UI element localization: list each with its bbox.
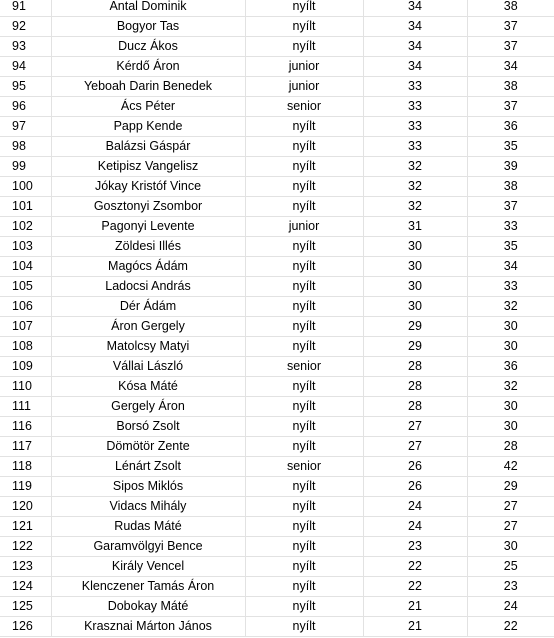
name-cell[interactable]: Ladocsi András [51,277,245,297]
name-cell[interactable]: Antal Dominik [51,0,245,17]
rank-cell[interactable]: 94 [0,57,51,77]
table-row [0,597,554,617]
score1-cell[interactable]: 28 [363,397,467,417]
name-cell[interactable]: Garamvölgyi Bence [51,537,245,557]
table-row [0,257,554,277]
category-cell[interactable]: nyílt [245,417,363,437]
rank-cell[interactable]: 107 [0,317,51,337]
table-row [0,377,554,397]
name-cell[interactable]: Krasznai Márton János [51,617,245,637]
score2-cell[interactable]: 38 [467,177,554,197]
score1-cell[interactable]: 27 [363,417,467,437]
rank-cell[interactable]: 117 [0,437,51,457]
category-cell[interactable]: senior [245,97,363,117]
score2-cell[interactable]: 38 [467,77,554,97]
score2-cell[interactable]: 29 [467,477,554,497]
table-row [0,497,554,517]
category-cell[interactable]: nyílt [245,377,363,397]
table-row [0,357,554,377]
score1-cell[interactable]: 34 [363,57,467,77]
rank-cell[interactable]: 95 [0,77,51,97]
name-cell[interactable]: Rudas Máté [51,517,245,537]
category-cell[interactable]: nyílt [245,297,363,317]
table-row [0,397,554,417]
rank-cell[interactable]: 119 [0,477,51,497]
name-cell[interactable]: Pagonyi Levente [51,217,245,237]
score2-cell[interactable]: 37 [467,97,554,117]
score1-cell[interactable]: 21 [363,597,467,617]
name-cell[interactable]: Ács Péter [51,97,245,117]
rank-cell[interactable]: 101 [0,197,51,217]
score2-cell[interactable]: 28 [467,437,554,457]
score1-cell[interactable]: 34 [363,17,467,37]
name-cell[interactable]: Yeboah Darin Benedek [51,77,245,97]
category-cell[interactable]: nyílt [245,17,363,37]
score2-cell[interactable]: 27 [467,517,554,537]
score1-cell[interactable]: 30 [363,237,467,257]
score2-cell[interactable]: 36 [467,117,554,137]
category-cell[interactable]: senior [245,357,363,377]
category-cell[interactable]: nyílt [245,597,363,617]
score1-cell[interactable]: 22 [363,557,467,577]
table-row [0,0,554,17]
score2-cell[interactable]: 38 [467,0,554,17]
category-cell[interactable]: nyílt [245,577,363,597]
score2-cell[interactable]: 35 [467,237,554,257]
table-row [0,137,554,157]
table-row [0,177,554,197]
score2-cell[interactable]: 37 [467,197,554,217]
table-row [0,317,554,337]
table-row [0,417,554,437]
table-row [0,57,554,77]
score1-cell[interactable]: 28 [363,377,467,397]
name-cell[interactable]: Sipos Miklós [51,477,245,497]
score2-cell[interactable]: 37 [467,37,554,57]
name-cell[interactable]: Kósa Máté [51,377,245,397]
score2-cell[interactable]: 30 [467,337,554,357]
rank-cell[interactable]: 116 [0,417,51,437]
score2-cell[interactable]: 35 [467,137,554,157]
category-cell[interactable]: nyílt [245,537,363,557]
category-cell[interactable]: nyílt [245,617,363,637]
score1-cell[interactable]: 23 [363,537,467,557]
table-row [0,337,554,357]
score2-cell[interactable]: 30 [467,417,554,437]
table-row [0,457,554,477]
score1-cell[interactable]: 30 [363,297,467,317]
name-cell[interactable]: Király Vencel [51,557,245,577]
score2-cell[interactable]: 22 [467,617,554,637]
score2-cell[interactable]: 24 [467,597,554,617]
category-cell[interactable]: junior [245,57,363,77]
name-cell[interactable]: Matolcsy Matyi [51,337,245,357]
name-cell[interactable]: Ducz Ákos [51,37,245,57]
rank-cell[interactable]: 99 [0,157,51,177]
rank-cell[interactable]: 96 [0,97,51,117]
table-row [0,517,554,537]
rank-cell[interactable]: 93 [0,37,51,57]
score2-cell[interactable]: 23 [467,577,554,597]
rank-cell[interactable]: 124 [0,577,51,597]
name-cell[interactable]: Gergely Áron [51,397,245,417]
score1-cell[interactable]: 32 [363,157,467,177]
rank-cell[interactable]: 126 [0,617,51,637]
name-cell[interactable]: Klenczener Tamás Áron [51,577,245,597]
rank-cell[interactable]: 111 [0,397,51,417]
name-cell[interactable]: Lénárt Zsolt [51,457,245,477]
category-cell[interactable]: nyílt [245,517,363,537]
category-cell[interactable]: nyílt [245,317,363,337]
name-cell[interactable]: Kérdő Áron [51,57,245,77]
name-cell[interactable]: Vállai László [51,357,245,377]
table-row [0,17,554,37]
rank-cell[interactable]: 109 [0,357,51,377]
category-cell[interactable]: nyílt [245,497,363,517]
table-row [0,197,554,217]
table-row [0,557,554,577]
score1-cell[interactable]: 30 [363,257,467,277]
score2-cell[interactable]: 30 [467,537,554,557]
score1-cell[interactable]: 33 [363,77,467,97]
name-cell[interactable]: Magócs Ádám [51,257,245,277]
name-cell[interactable]: Vidacs Mihály [51,497,245,517]
category-cell[interactable]: nyílt [245,237,363,257]
score2-cell[interactable]: 37 [467,17,554,37]
name-cell[interactable]: Zöldesi Illés [51,237,245,257]
score1-cell[interactable]: 33 [363,97,467,117]
score1-cell[interactable]: 27 [363,437,467,457]
name-cell[interactable]: Ketipisz Vangelisz [51,157,245,177]
category-cell[interactable]: nyílt [245,117,363,137]
table-row [0,37,554,57]
category-cell[interactable]: nyílt [245,0,363,17]
score1-cell[interactable]: 34 [363,0,467,17]
rank-cell[interactable]: 103 [0,237,51,257]
table-row [0,577,554,597]
rank-cell[interactable]: 118 [0,457,51,477]
score1-cell[interactable]: 33 [363,137,467,157]
score2-cell[interactable]: 33 [467,277,554,297]
score2-cell[interactable]: 34 [467,57,554,77]
score1-cell[interactable]: 34 [363,37,467,57]
score2-cell[interactable]: 33 [467,217,554,237]
score2-cell[interactable]: 30 [467,317,554,337]
rank-cell[interactable]: 97 [0,117,51,137]
score1-cell[interactable]: 32 [363,197,467,217]
table-row [0,477,554,497]
rank-cell[interactable]: 106 [0,297,51,317]
category-cell[interactable]: nyílt [245,177,363,197]
rank-cell[interactable]: 98 [0,137,51,157]
table-row [0,77,554,97]
score1-cell[interactable]: 29 [363,317,467,337]
score2-cell[interactable]: 25 [467,557,554,577]
score1-cell[interactable]: 26 [363,457,467,477]
name-cell[interactable]: Borsó Zsolt [51,417,245,437]
name-cell[interactable]: Dömötör Zente [51,437,245,457]
category-cell[interactable]: nyílt [245,277,363,297]
score1-cell[interactable]: 22 [363,577,467,597]
rank-cell[interactable]: 104 [0,257,51,277]
score2-cell[interactable]: 30 [467,397,554,417]
rank-cell[interactable]: 91 [0,0,51,17]
rank-cell[interactable]: 125 [0,597,51,617]
score1-cell[interactable]: 26 [363,477,467,497]
score1-cell[interactable]: 21 [363,617,467,637]
name-cell[interactable]: Jókay Kristóf Vince [51,177,245,197]
rank-cell[interactable]: 102 [0,217,51,237]
score2-cell[interactable]: 32 [467,377,554,397]
table-row [0,277,554,297]
table-row [0,437,554,457]
table-row [0,537,554,557]
score2-cell[interactable]: 32 [467,297,554,317]
table-row [0,297,554,317]
score1-cell[interactable]: 33 [363,117,467,137]
score1-cell[interactable]: 28 [363,357,467,377]
category-cell[interactable]: nyílt [245,437,363,457]
name-cell[interactable]: Balázsi Gáspár [51,137,245,157]
rank-cell[interactable]: 108 [0,337,51,357]
category-cell[interactable]: junior [245,77,363,97]
score1-cell[interactable]: 30 [363,277,467,297]
category-cell[interactable]: senior [245,457,363,477]
category-cell[interactable]: nyílt [245,397,363,417]
table-row [0,157,554,177]
rank-cell[interactable]: 110 [0,377,51,397]
rank-cell[interactable]: 120 [0,497,51,517]
category-cell[interactable]: nyílt [245,337,363,357]
rank-cell[interactable]: 123 [0,557,51,577]
name-cell[interactable]: Áron Gergely [51,317,245,337]
name-cell[interactable]: Dobokay Máté [51,597,245,617]
score2-cell[interactable]: 34 [467,257,554,277]
score1-cell[interactable]: 31 [363,217,467,237]
rank-cell[interactable]: 122 [0,537,51,557]
category-cell[interactable]: nyílt [245,37,363,57]
score1-cell[interactable]: 32 [363,177,467,197]
category-cell[interactable]: nyílt [245,257,363,277]
table-row [0,217,554,237]
table-row [0,117,554,137]
category-cell[interactable]: nyílt [245,477,363,497]
table-row [0,237,554,257]
score1-cell[interactable]: 29 [363,337,467,357]
score1-cell[interactable]: 24 [363,497,467,517]
score2-cell[interactable]: 42 [467,457,554,477]
name-cell[interactable]: Papp Kende [51,117,245,137]
category-cell[interactable]: nyílt [245,557,363,577]
score2-cell[interactable]: 27 [467,497,554,517]
score2-cell[interactable]: 39 [467,157,554,177]
score2-cell[interactable]: 36 [467,357,554,377]
rank-cell[interactable]: 105 [0,277,51,297]
rank-cell[interactable]: 100 [0,177,51,197]
category-cell[interactable]: nyílt [245,157,363,177]
table-row [0,97,554,117]
name-cell[interactable]: Gosztonyi Zsombor [51,197,245,217]
category-cell[interactable]: junior [245,217,363,237]
name-cell[interactable]: Dér Ádám [51,297,245,317]
score1-cell[interactable]: 24 [363,517,467,537]
table-row [0,617,554,637]
category-cell[interactable]: nyílt [245,137,363,157]
rank-cell[interactable]: 121 [0,517,51,537]
rank-cell[interactable]: 92 [0,17,51,37]
category-cell[interactable]: nyílt [245,197,363,217]
name-cell[interactable]: Bogyor Tas [51,17,245,37]
